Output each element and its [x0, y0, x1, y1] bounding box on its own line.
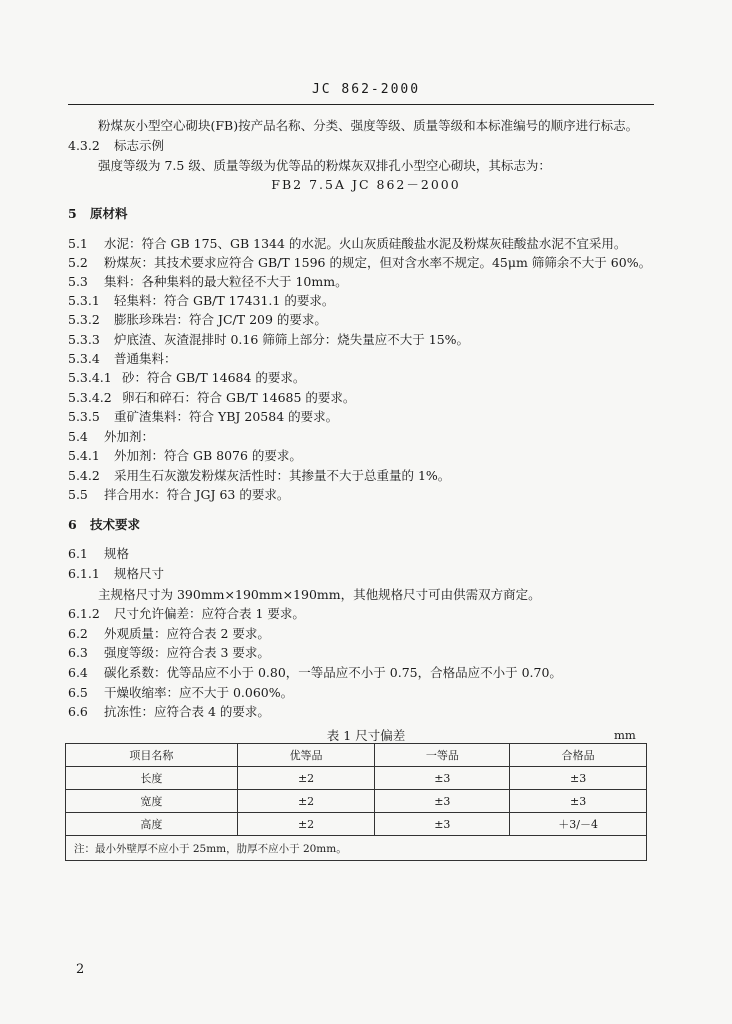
- section-title: 技术要求: [90, 517, 141, 532]
- section-number: 6: [68, 517, 77, 532]
- clause-number: 5.4: [68, 429, 88, 444]
- clause-text: 卵石和碎石：符合 GB/T 14685 的要求。: [122, 390, 356, 405]
- clause-text: 轻集料：符合 GB/T 17431.1 的要求。: [114, 293, 335, 308]
- clause-5-3: [68, 274, 348, 290]
- clause-5-4-2: [68, 468, 450, 484]
- clause-number: 5.3.1: [68, 293, 100, 308]
- clause-text: 抗冻性：应符合表 4 的要求。: [104, 704, 270, 719]
- clause-text: 粉煤灰：其技术要求应符合 GB/T 1596 的规定，但对含水率不规定。45μm 筛筛余不大于 60%。: [104, 255, 652, 270]
- clause-6-4: [68, 665, 562, 681]
- clause-number: 5.4.2: [68, 468, 100, 483]
- table-cell: 高度: [66, 813, 238, 836]
- header-cell: 项目名称: [66, 744, 238, 767]
- clause-number: 5.1: [68, 236, 88, 251]
- clause-4-3-2: [68, 138, 164, 154]
- clause-number: 6.4: [68, 665, 88, 680]
- clause-5-3-1: [68, 293, 334, 309]
- clause-5-3-4-1: [68, 370, 305, 386]
- header-cell: 合格品: [510, 744, 647, 767]
- clause-6-1-1-body: 主规格尺寸为 390mm×190mm×190mm，其他规格尺寸可由供需双方商定。: [98, 587, 541, 602]
- table-note-row: [66, 836, 647, 861]
- clause-text: 尺寸允许偏差：应符合表 1 要求。: [114, 606, 305, 621]
- clause-5-3-4: [68, 351, 177, 367]
- clause-5-3-3: [68, 332, 469, 348]
- clause-text: 炉底渣、灰渣混排时 0.16 筛筛上部分：烧失量应不大于 15%。: [114, 332, 470, 347]
- clause-number: 6.5: [68, 685, 88, 700]
- clause-5-5: [68, 487, 289, 503]
- clause-number: 6.1.1: [68, 566, 100, 581]
- table-cell: ±3: [510, 767, 647, 790]
- clause-6-3: [68, 645, 270, 661]
- table-cell: 宽度: [66, 790, 238, 813]
- clause-number: 5.3.4.1: [68, 370, 112, 385]
- clause-text: 重矿渣集料：符合 YBJ 20584 的要求。: [114, 409, 339, 424]
- size-deviation-table: [65, 743, 647, 861]
- clause-text: 干燥收缩率：应不大于 0.060%。: [104, 685, 294, 700]
- table-cell: ±3: [375, 813, 510, 836]
- clause-6-5: [68, 685, 293, 701]
- clause-number: 5.3.4.2: [68, 390, 112, 405]
- header-cell: 优等品: [237, 744, 375, 767]
- clause-number: 5.3.2: [68, 312, 100, 327]
- table-cell: ±3: [375, 767, 510, 790]
- clause-text: 采用生石灰激发粉煤灰活性时：其掺量不大于总重量的 1%。: [114, 468, 451, 483]
- clause-number: 6.2: [68, 626, 88, 641]
- clause-6-1-1: [68, 566, 164, 582]
- clause-number: 6.3: [68, 645, 88, 660]
- page-number: 2: [76, 962, 85, 977]
- clause-5-1: [68, 236, 626, 252]
- clause-5-3-2: [68, 312, 327, 328]
- standard-code-header: JC 862-2000: [311, 82, 421, 97]
- clause-text: 强度等级：应符合表 3 要求。: [104, 645, 270, 660]
- clause-text: 外观质量：应符合表 2 要求。: [104, 626, 270, 641]
- table-cell: 长度: [66, 767, 238, 790]
- table-1-caption: 表 1 尺寸偏差: [326, 728, 406, 743]
- clause-text: 膨胀珍珠岩：符合 JC/T 209 的要求。: [114, 312, 327, 327]
- clause-number: 6.1: [68, 546, 88, 561]
- example-paragraph: 强度等级为 7.5 级、质量等级为优等品的粉煤灰双排孔小型空心砌块，其标志为：: [98, 158, 551, 173]
- table-row: [66, 767, 647, 790]
- table-cell: ＋3/－4: [510, 813, 647, 836]
- clause-5-3-5: [68, 409, 338, 425]
- section-5-heading: [68, 206, 128, 222]
- clause-number: 5.3.4: [68, 351, 100, 366]
- clause-6-6: [68, 704, 270, 720]
- example-mark: FB2 7.5A JC 862－2000: [271, 177, 461, 192]
- clause-6-2: [68, 626, 270, 642]
- clause-number: 5.4.1: [68, 448, 100, 463]
- clause-title: 标志示例: [114, 138, 165, 153]
- clause-number: 6.6: [68, 704, 88, 719]
- clause-6-1: [68, 546, 129, 562]
- clause-number: 5.3.5: [68, 409, 100, 424]
- clause-number: 4.3.2: [68, 138, 100, 153]
- clause-6-1-2: [68, 606, 305, 622]
- table-cell: ±2: [237, 767, 375, 790]
- table-cell: ±3: [510, 790, 647, 813]
- clause-5-4: [68, 429, 154, 445]
- clause-text: 集料：各种集料的最大粒径不大于 10mm。: [104, 274, 348, 289]
- clause-5-3-4-2: [68, 390, 355, 406]
- clause-text: 拌合用水：符合 JGJ 63 的要求。: [104, 487, 290, 502]
- clause-5-4-1: [68, 448, 302, 464]
- intro-paragraph: 粉煤灰小型空心砌块(FB)按产品名称、分类、强度等级、质量等级和本标准编号的顺序进行标志。: [98, 118, 639, 133]
- clause-text: 外加剂：: [104, 429, 155, 444]
- clause-number: 5.5: [68, 487, 88, 502]
- clause-text: 普通集料：: [114, 351, 177, 366]
- table-1-unit: mm: [614, 728, 636, 742]
- table-cell: ±3: [375, 790, 510, 813]
- table-row: [66, 813, 647, 836]
- table-note: 注：最小外壁厚不应小于 25mm，肋厚不应小于 20mm。: [66, 836, 647, 861]
- clause-5-2: [68, 255, 651, 271]
- section-number: 5: [68, 206, 77, 221]
- clause-number: 5.3.3: [68, 332, 100, 347]
- header-rule: [68, 104, 654, 105]
- clause-text: 规格尺寸: [114, 566, 165, 581]
- table-cell: ±2: [237, 790, 375, 813]
- table-row: [66, 790, 647, 813]
- table-cell: ±2: [237, 813, 375, 836]
- clause-number: 6.1.2: [68, 606, 100, 621]
- clause-text: 水泥：符合 GB 175、GB 1344 的水泥。火山灰质硅酸盐水泥及粉煤灰硅酸盐水泥不宜采用。: [104, 236, 627, 251]
- clause-text: 砂：符合 GB/T 14684 的要求。: [122, 370, 306, 385]
- table-header-row: [66, 744, 647, 767]
- section-6-heading: [68, 517, 140, 533]
- section-title: 原材料: [90, 206, 128, 221]
- clause-number: 5.2: [68, 255, 88, 270]
- clause-text: 外加剂：符合 GB 8076 的要求。: [114, 448, 302, 463]
- clause-number: 5.3: [68, 274, 88, 289]
- header-cell: 一等品: [375, 744, 510, 767]
- clause-text: 碳化系数：优等品应不小于 0.80，一等品应不小于 0.75，合格品应不小于 0.70。: [104, 665, 562, 680]
- clause-text: 规格: [104, 546, 130, 561]
